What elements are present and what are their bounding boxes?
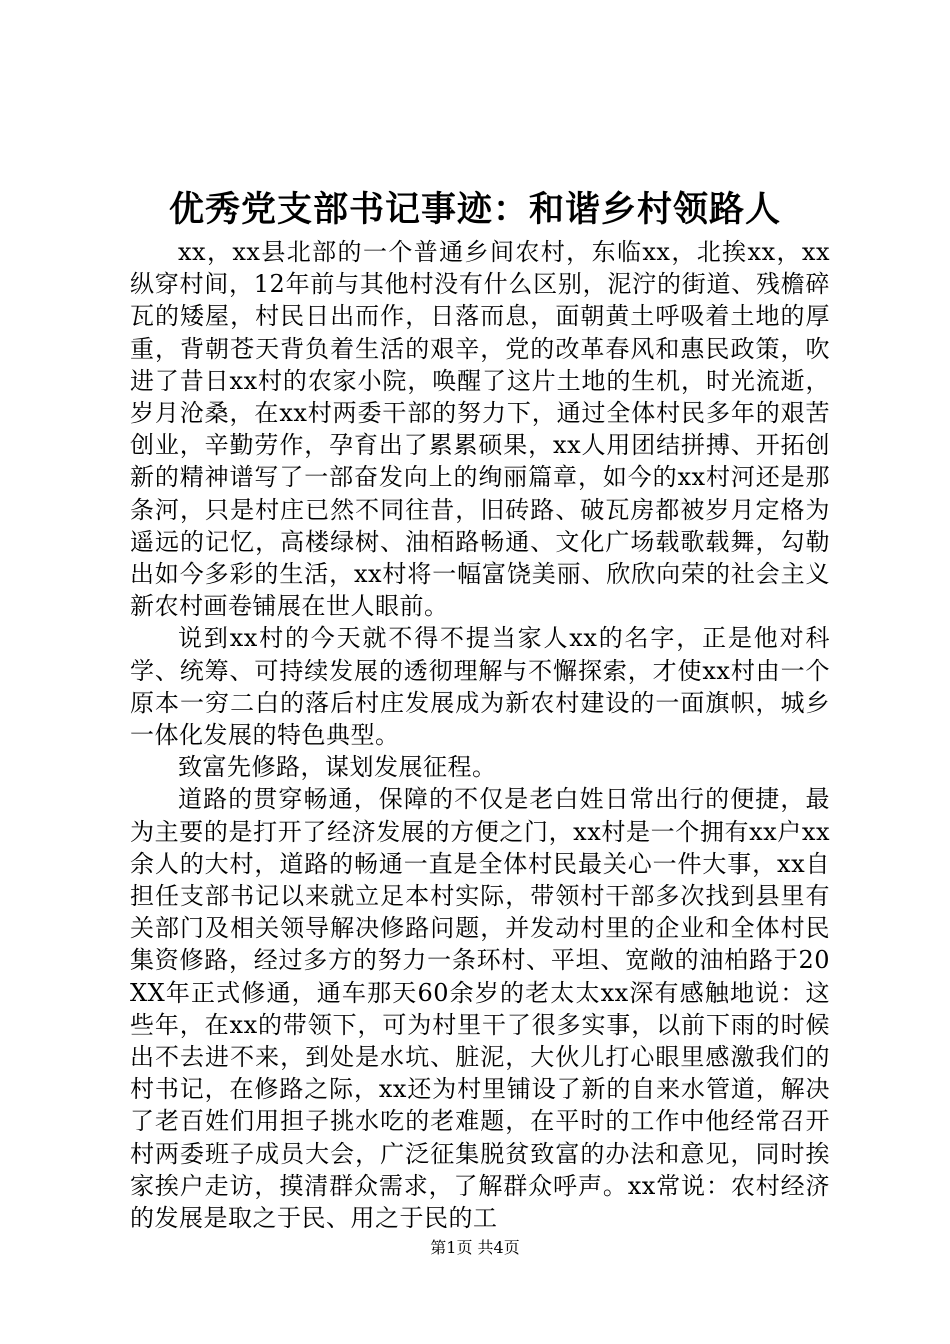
- document-title: 优秀党支部书记事迹：和谐乡村领路人: [168, 189, 781, 230]
- paragraph: xx，xx县北部的一个普通乡间农村，东临xx，北挨xx，xx纵穿村间，12年前与其他村没有什么区别，泥泞的街道、残檐碎瓦的矮屋，村民日出而作，日落而息，面朝黄土呼吸着土地的厚重，背朝苍天背负着生活的艰辛，党的改革春风和惠民政策，吹进了昔日xx村的农家小院，唤醒了这片土地的生机，时光流逝，岁月沧桑，在xx村两委干部的努力下，通过全体村民多年的艰苦创业，辛勤劳作，孕育出了累累硕果，xx人用团结拼搏、开拓创新的精神谱写了一部奋发向上的绚丽篇章，如今的xx村河还是那条河，只是村庄已然不同往昔，旧砖路、破瓦房都被岁月定格为遥远的记忆，高楼绿树、油栢路畅通、文化广场载歌载舞，勾勒出如今多彩的生活，xx村将一幅富饶美丽、欣欣向荣的社会主义新农村画卷铺展在世人眼前。: [130, 238, 830, 621]
- paragraph: 说到xx村的今天就不得不提当家人xx的名字，正是他对科学、统筹、可持续发展的透彻理解与不懈探索，才使xx村由一个原本一穷二白的落后村庄发展成为新农村建设的一面旗帜，城乡一体化发展的特色典型。: [130, 624, 830, 750]
- document-body: [130, 236, 830, 1234]
- paragraph: 致富先修路，谋划发展征程。: [178, 753, 497, 782]
- paragraph: 道路的贯穿畅通，保障的不仅是老白姓日常出行的便捷，最为主要的是打开了经济发展的方便之门，xx村是一个拥有xx户xx余人的大村，道路的畅通一直是全体村民最关心一件大事，xx自担任支部书记以来就立足本村实际，带领村干部多次找到县里有关部门及相关领导解决修路问题，并发动村里的企业和全体村民集资修路，经过多方的努力一条环村、平坦、宽敞的油柏路于20XX年正式修通，通车那天60余岁的老太太xx深有感触地说：这些年，在xx的带领下，可为村里干了很多实事，以前下雨的时候出不去进不来，到处是水坑、脏泥，大伙儿打心眼里感激我们的村书记，在修路之际，xx还为村里铺设了新的自来水管道，解决了老百姓们用担子挑水吃的老难题，在平时的工作中他经常召开村两委班子成员大会，广泛征集脱贫致富的办法和意见，同时挨家挨户走访，摸清群众需求，了解群众呼声。xx常说：农村经济的发展是取之于民、用之于民的工: [130, 785, 830, 1233]
- page-footer: 第1页 共4页: [430, 1238, 520, 1257]
